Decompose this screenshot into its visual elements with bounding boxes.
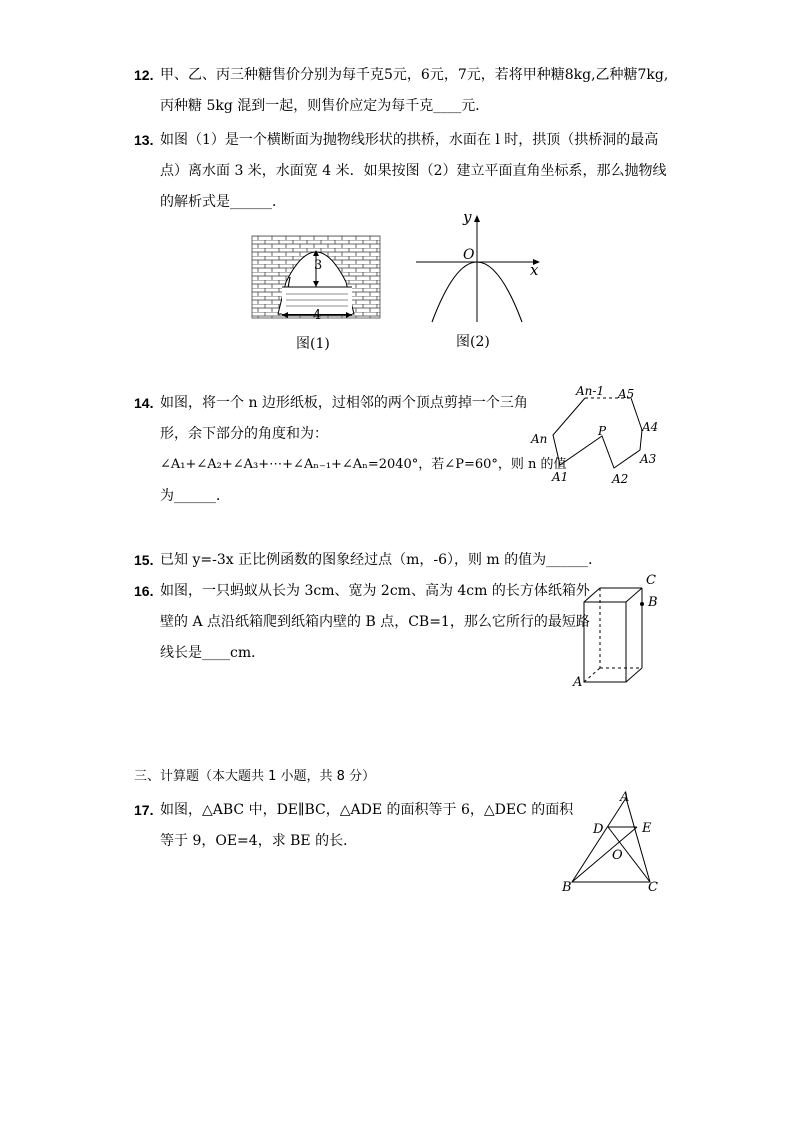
question-number-13: 13. — [134, 132, 154, 148]
label-a4: A4 — [642, 420, 659, 434]
label-a3: A3 — [640, 452, 657, 466]
y-axis-label: y — [463, 208, 472, 226]
arch-width-label: 4 — [313, 308, 322, 323]
parabola-coordinate-figure — [410, 210, 544, 326]
question-number-16: 16. — [134, 583, 154, 599]
label-an: An — [531, 432, 548, 446]
question-14-text-line-1: 如图，将一个 n 边形纸板，过相邻的两个顶点剪掉一个三角 — [160, 395, 528, 411]
section-3-heading: 三、计算题（本大题共 1 小题，共 8 分） — [134, 769, 376, 784]
question-13-text-line-2: 点）离水面 3 米，水面宽 4 米．如果按图（2）建立平面直角坐标系，那么抛物线 — [160, 163, 667, 179]
arch-height-label: 3 — [314, 258, 323, 273]
question-16-text-line-1: 如图，一只蚂蚁从长为 3cm、宽为 2cm、高为 4cm 的长方体纸箱外 — [160, 583, 590, 599]
question-number-15: 15. — [134, 552, 154, 568]
label-d: D — [593, 822, 604, 837]
question-14-text-line-3: ∠A₁+∠A₂+∠A₃+⋯+∠Aₙ₋₁+∠Aₙ=2040°，若∠P=60°，则 n 的值 — [160, 457, 567, 472]
question-number-12: 12. — [134, 67, 154, 83]
question-16-text-line-2: 壁的 A 点沿纸箱爬到纸箱内壁的 B 点，CB=1，那么它所行的最短路 — [160, 614, 590, 630]
question-number-14: 14. — [134, 395, 154, 411]
label-a: A — [573, 675, 583, 690]
question-13-text-line-1: 如图（1）是一个横断面为抛物线形状的拱桥，水面在 l 时，拱顶（拱桥洞的最高 — [160, 132, 659, 148]
cuboid-box-figure — [570, 580, 650, 690]
label-a5: A5 — [618, 387, 635, 401]
water-level-label: l — [287, 276, 292, 291]
label-b: B — [648, 595, 658, 610]
question-17-text-line-1: 如图，△ABC 中，DE∥BC，△ADE 的面积等于 6，△DEC 的面积 — [160, 802, 574, 818]
question-number-17: 17. — [134, 802, 154, 818]
question-13-text-line-3: 的解析式是______． — [160, 194, 286, 210]
label-c: C — [646, 573, 656, 588]
figure-2-caption: 图(2) — [456, 334, 490, 350]
label-e: E — [642, 821, 652, 836]
question-16-text-line-3: 线长是____cm． — [160, 645, 266, 661]
label-b: B — [562, 880, 572, 895]
label-a: A — [620, 790, 630, 805]
figure-1-caption: 图(1) — [296, 336, 330, 352]
label-o: O — [612, 848, 623, 863]
question-15-text-line-1: 已知 y=-3x 正比例函数的图象经过点（m，-6），则 m 的值为______． — [160, 552, 603, 568]
label-p: P — [598, 424, 607, 438]
origin-label: O — [463, 247, 475, 263]
label-a1: A1 — [552, 470, 569, 484]
question-12-text-line-1: 甲、乙、丙三种糖售价分别为每千克5元，6元，7元，若将甲种糖8kg,乙种糖7kg, — [160, 67, 669, 83]
label-c: C — [648, 880, 658, 895]
x-axis-label: x — [530, 261, 539, 279]
question-14-text-line-4: 为______． — [160, 488, 230, 504]
triangle-figure — [560, 790, 660, 890]
question-17-text-line-2: 等于 9，OE=4，求 BE 的长． — [160, 833, 358, 849]
label-a2: A2 — [612, 472, 629, 486]
question-14-text-line-2: 形，余下部分的角度和为： — [160, 426, 328, 442]
question-12-text-line-2: 丙种糖 5kg 混到一起，则售价应定为每千克____元． — [160, 98, 490, 114]
label-a-n-minus-1: An-1 — [576, 384, 605, 398]
